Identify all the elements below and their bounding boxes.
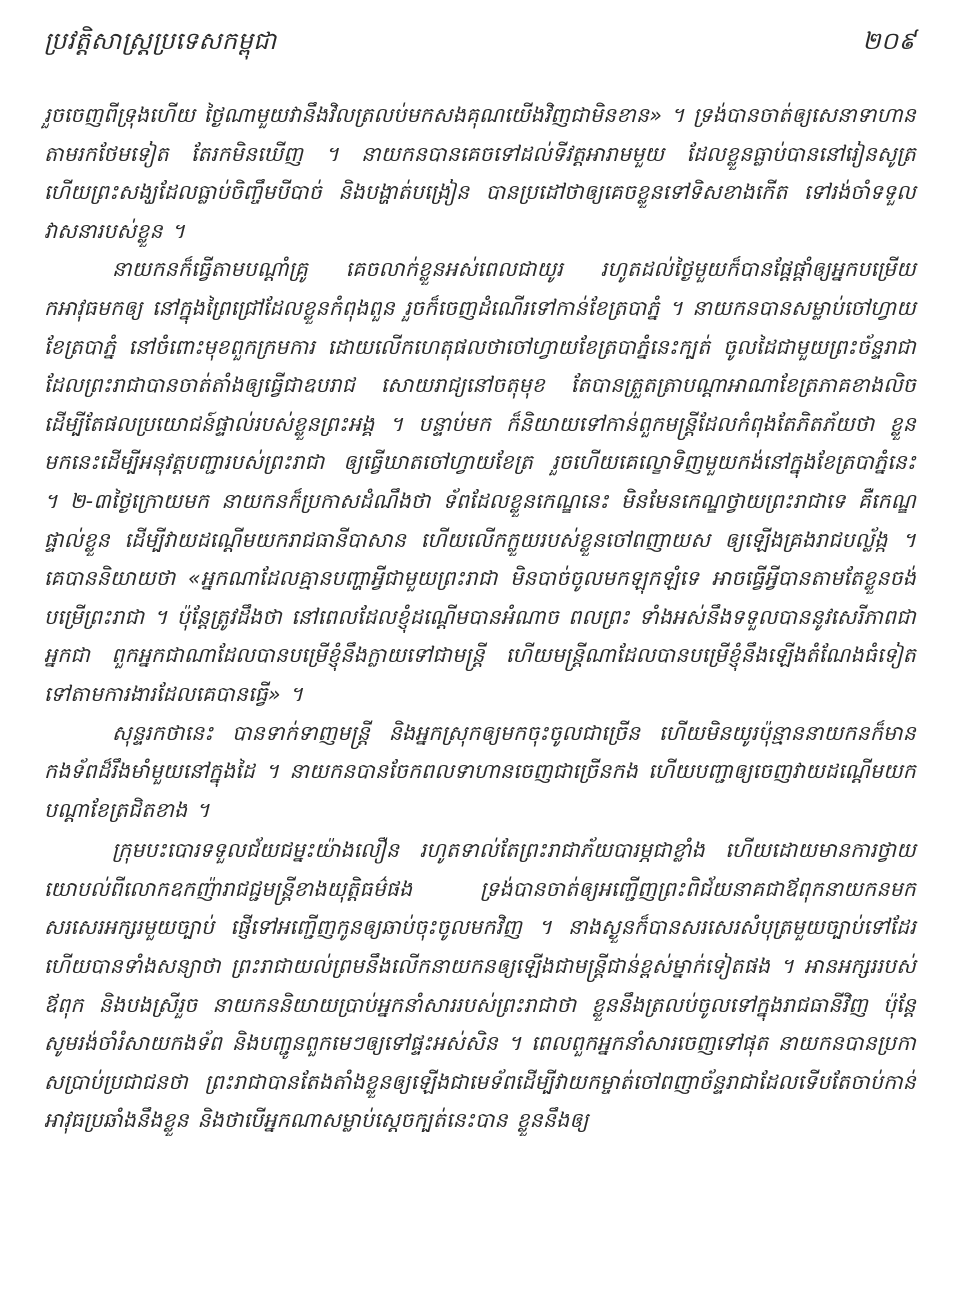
page-number: ២០៩	[862, 27, 916, 55]
book-title: ប្រវត្តិសាស្ត្រប្រទេសកម្ពុជា	[44, 27, 277, 55]
paragraph-2: នាយកនក៏ធ្វើតាមបណ្តាំគ្រូ គេចលាក់ខ្លួនអស់ពេលជាយូរ រហូតដល់ថ្ងៃមួយក៏បានផ្ដែផ្ដាំឲ្យអ្នកបម្រើយកអាវុធមកឲ្យ នៅក្នុងព្រៃជ្រៅដែលខ្លួនកំពុងពួន រួចក៏ចេញដំណើរទៅកាន់ខែត្របាភ្នំ ។ នាយកនបានសម្លាប់ចៅហ្វាយខែត្របាភ្នំ នៅចំពោះមុខពួកក្រមការ ដោយលើកហេតុផលថាចៅហ្វាយខែត្របាភ្នំនេះក្បត់ ចូលដៃជាមួយព្រះច័ន្ទរាជា ដែលព្រះរាជាបានចាត់តាំងឲ្យធ្វើជាឧបរាជ សោយរាជ្យនៅចតុមុខ តែបានត្រួតត្រាបណ្ដាអាណាខែត្រភាគខាងលិចដើម្បីតែផលប្រយោជន៍ផ្ទាល់របស់ខ្លួនព្រះអង្គ ។ បន្ទាប់មក ក៏និយាយទៅកាន់ពួកមន្ត្រីដែលកំពុងតែភិតភ័យថា ខ្លួនមកនេះដើម្បីអនុវត្តបញ្ជារបស់ព្រះរាជា ឲ្យធ្វើឃាតចៅហ្វាយខែត្រ រួចហើយគេល្ខោទិញមួយកង់នៅក្នុងខែត្របាភ្នំនេះ ។ ២-៣ថ្ងៃក្រោយមក នាយកនក៏ប្រកាសដំណឹងថា ទ័ពដែលខ្លួនកេណ្ឌនេះ មិនមែនកេណ្ឌថ្វាយព្រះរាជាទេ គឺកេណ្ឌផ្ទាល់ខ្លួន ដើម្បីវាយដណ្តើមយករាជធានីបាសាន ហើយលើកក្លួយរបស់ខ្លួនចៅពញាយស ឲ្យឡើងគ្រងរាជបល្ល័ង្ក ។ គេបាននិយាយថា «អ្នកណាដែលគ្មានបញ្ហាអ្វីជាមួយព្រះរាជា មិនបាច់ចូលមកឡុកឡំទេ អាចធ្វើអ្វីបានតាមតែខ្លួនចង់បម្រើព្រះរាជា ។ ប៉ុន្តែត្រូវដឹងថា នៅពេលដែលខ្ញុំដណ្តើមបានអំណាច ពលព្រះ ទាំងអស់នឹងទទួលបាននូវសេរីភាពជាអ្នកជា ពួកអ្នកជាណាដែលបានបម្រើខ្ញុំនឹងក្លាយទៅជាមន្ត្រី ហើយមន្ត្រីណាដែលបានបម្រើខ្ញុំនឹងឡើងតំណែងធំទៀត ទៅតាមការងារដែលគេបានធ្វើ» ។	[44, 257, 916, 706]
paragraph-1: រួចចេញពីទ្រុងហើយ ថ្ងៃណាមួយវានឹងវិលត្រលប់មកសងគុណយើងវិញជាមិនខាន» ។ ទ្រង់បានចាត់ឲ្យសេនាទាហានតាមរកថែមទៀត តែរកមិនឃើញ ។ នាយកនបានគេចទៅដល់ទីវត្តអារាមមួយ ដែលខ្លួនធ្លាប់បាននៅរៀនសូត្រ ហើយព្រះសង្ឃដែលធ្លាប់ចិញ្ចឹមបីបាច់ និងបង្ហាត់បង្រៀន បានប្រដៅថាឲ្យគេចខ្លួនទៅទិសខាងកើត ទៅរង់ចាំទទួលវាសនារបស់ខ្លួន ។	[44, 103, 917, 243]
body-text	[44, 96, 916, 1140]
paragraph-4: ក្រុមបះបោរទទួលជ័យជម្នះយ៉ាងលឿន រហូតទាល់តែព្រះរាជាភ័យបារម្ភជាខ្លាំង ហើយដោយមានការថ្វាយយោបល់ពីលោកឧកញ៉ារាជជ្ជមន្ត្រីខាងយុត្តិធម៌ផង ទ្រង់បានចាត់ឲ្យអញ្ជើញព្រះពិជ័យនាគជាឪពុកនាយកនមកសរសេរអក្សរមួយច្បាប់ ផ្ញើទៅអញ្ជើញកូនឲ្យឆាប់ចុះចូលមកវិញ ។ នាងស្ងួនក៏បានសរសេរសំបុត្រមួយច្បាប់ទៅដែរ ហើយបានទាំងសន្យាថា ព្រះរាជាយល់ព្រមនឹងលើកនាយកនឲ្យឡើងជាមន្ត្រីជាន់ខ្ពស់ម្នាក់ទៀតផង ។ អានអក្សររបស់ឪពុក និងបងស្រីរួច នាយកននិយាយប្រាប់អ្នកនាំសាររបស់ព្រះរាជាថា ខ្លួននឹងត្រលប់ចូលទៅក្នុងរាជធានីវិញ ប៉ុន្តែសូមរង់ចាំរំសាយកងទ័ព និងបញ្ជូនពួកមេៗឲ្យទៅផ្ទះអស់សិន ។ ពេលពួកអ្នកនាំសារចេញទៅផុត នាយកនបានប្រកាសប្រាប់ប្រជាជនថា ព្រះរាជាបានតែងតាំងខ្លួនឲ្យឡើងជាមេទ័ពដើម្បីវាយកម្ចាត់ចៅពញាច័ន្ទរាជាដែលទើបតែចាប់កាន់អាវុធប្រឆាំងនឹងខ្លួន និងថាបើអ្នកណាសម្លាប់ស្ដេចក្បត់នេះបាន ខ្លួននឹងឲ្យ	[44, 838, 916, 1133]
paragraph-3: សុន្ទរកថានេះ បានទាក់ទាញមន្ត្រី និងអ្នកស្រុកឲ្យមកចុះចូលជាច្រើន ហើយមិនយូរប៉ុន្មាននាយកនក៏មានកងទ័ពដ៏រឹងមាំមួយនៅក្នុងដៃ ។ នាយកនបានចែកពលទាហានចេញជាច្រើនកង ហើយបញ្ជាឲ្យចេញវាយដណ្តើមយកបណ្ដាខែត្រជិតខាង ។	[44, 720, 916, 822]
running-header	[44, 26, 916, 70]
